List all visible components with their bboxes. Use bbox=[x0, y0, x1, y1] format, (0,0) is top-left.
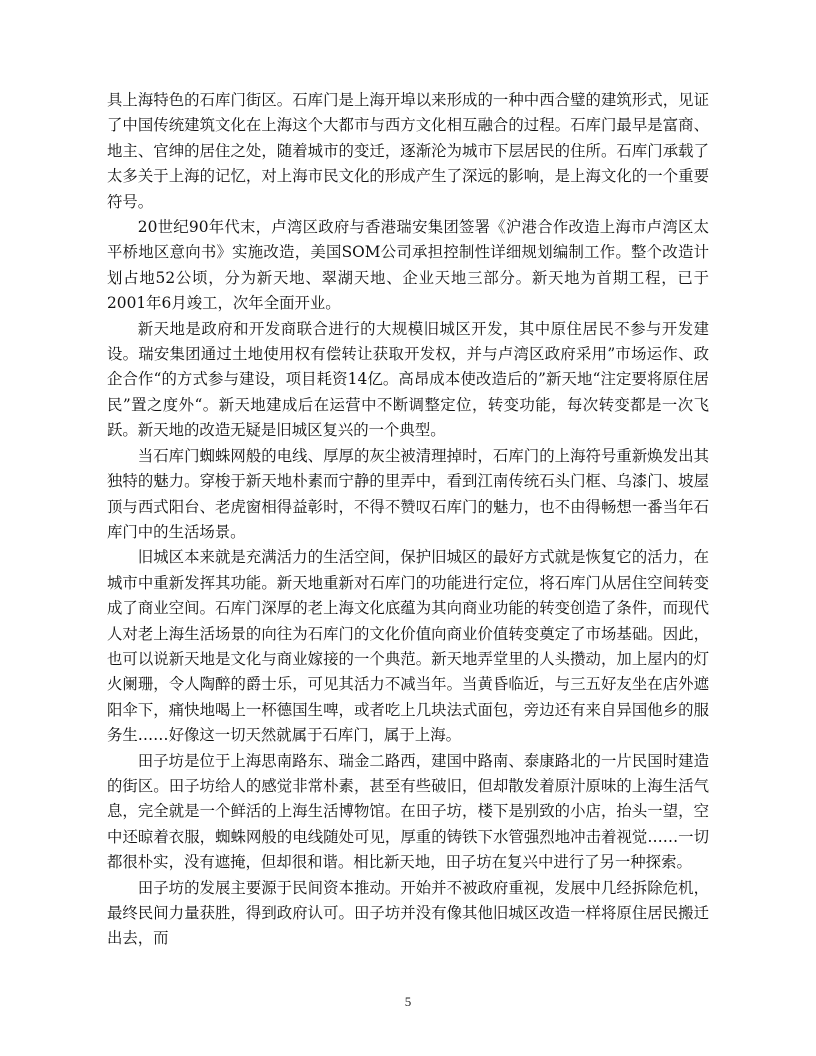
paragraph-7: 田子坊的发展主要源于民间资本推动。开始并不被政府重视，发展中几经拆除危机，最终民间力量获胜，得到政府认可。田子坊并没有像其他旧城区改造一样将原住居民搬迁出去，而 bbox=[107, 878, 709, 948]
paragraph-4: 当石库门蜘蛛网般的电线、厚厚的灰尘被清理掉时，石库门的上海符号重新焕发出其独特的魅力。穿梭于新天地朴素而宁静的里弄中，看到江南传统石头门框、乌漆门、坡屋顶与西式阳台、老虎窗相得益彰时，不得不赞叹石库门的魅力，也不由得畅想一番当年石库门中的生活场景。 bbox=[107, 446, 709, 541]
paragraph-1: 具上海特色的石库门街区。石库门是上海开埠以来形成的一种中西合璧的建筑形式，见证了中国传统建筑文化在上海这个大都市与西方文化相互融合的过程。石库门最早是富商、地主、官绅的居住之处，随着城市的变迁，逐渐沦为城市下层居民的住所。石库门承载了太多关于上海的记忆，对上海市民文化的形成产生了深远的影响，是上海文化的一个重要符号。 bbox=[107, 91, 709, 211]
paragraph-5: 旧城区本来就是充满活力的生活空间，保护旧城区的最好方式就是恢复它的活力，在城市中重新发挥其功能。新天地重新对石库门的功能进行定位，将石库门从居住空间转变成了商业空间。石库门深厚的老上海文化底蕴为其向商业功能的转变创造了条件，而现代人对老上海生活场景的向往为石库门的文化价值向商业价值转变奠定了市场基础。因此，也可以说新天地是文化与商业嫁接的一个典范。新天地弄堂里的人头攒动，加上屋内的灯火阑珊，令人陶醉的爵士乐，可见其活力不减当年。当黄昏临近，与三五好友坐在店外遮阳伞下，痛快地喝上一杯德国生啤，或者吃上几块法式面包，旁边还有来自异国他乡的服务生……好像这一切天然就属于石库门，属于上海。 bbox=[107, 548, 709, 745]
paragraph-2: 20世纪90年代末，卢湾区政府与香港瑞安集团签署《沪港合作改造上海市卢湾区太平桥地区意向书》实施改造，美国SOM公司承担控制性详细规划编制工作。整个改造计划占地52公顷，分为新天地、翠湖天地、企业天地三部分。新天地为首期工程，已于2001年6月竣工，次年全面开业。 bbox=[107, 218, 709, 313]
page-number: 5 bbox=[404, 994, 412, 1009]
paragraph-3: 新天地是政府和开发商联合进行的大规模旧城区开发，其中原住居民不参与开发建设。瑞安集团通过土地使用权有偿转让获取开发权，并与卢湾区政府采用”市场运作、政企合作“的方式参与建设，项目耗资14亿。高昂成本使改造后的”新天地“注定要将原住居民”置之度外“。新天地建成后在运营中不断调整定位，转变功能，每次转变都是一次飞跃。新天地的改造无疑是旧城区复兴的一个典型。 bbox=[107, 319, 709, 440]
paragraph-6: 田子坊是位于上海思南路东、瑞金二路西，建国中路南、泰康路北的一片民国时建造的街区。田子坊给人的感觉非常朴素，甚至有些破旧，但却散发着原汁原味的上海生活气息，完全就是一个鲜活的上海生活博物馆。在田子坊，楼下是别致的小店，抬头一望，空中还晾着衣服，蜘蛛网般的电线随处可见，厚重的铸铁下水管强烈地冲击着视觉……一切都很朴实，没有遮掩，但却很和谐。相比新天地，田子坊在复兴中进行了另一种探索。 bbox=[107, 751, 709, 872]
body-text bbox=[107, 88, 709, 952]
